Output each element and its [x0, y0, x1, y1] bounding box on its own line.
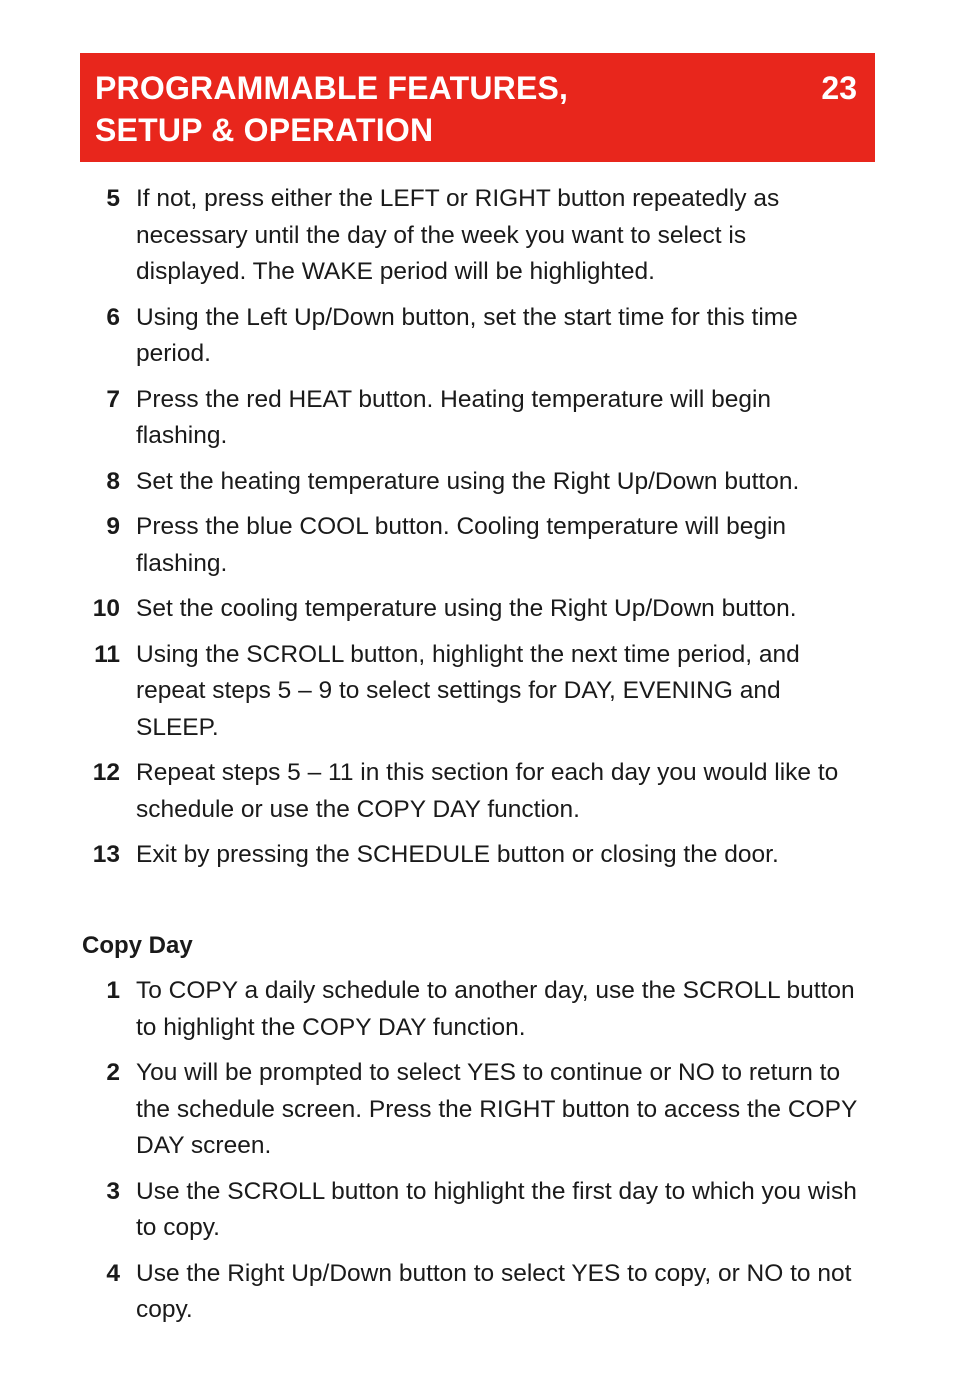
step-text: Set the cooling temperature using the Right Up/Down button.	[136, 595, 797, 622]
step-number: 13	[92, 841, 120, 868]
page-title-line-2: SETUP & OPERATION	[95, 112, 434, 148]
step-item	[80, 973, 860, 1046]
step-text: Use the Right Up/Down button to select YES to copy, or NO to not copy.	[136, 1259, 852, 1323]
step-number: 8	[106, 467, 120, 495]
step-text: Set the heating temperature using the Right Up/Down button.	[136, 467, 800, 495]
step-number: 9	[106, 513, 120, 540]
step-text: Use the SCROLL button to highlight the first day to which you wish to copy.	[136, 1177, 857, 1241]
page-number: 23	[821, 70, 857, 106]
step-item	[80, 755, 860, 828]
step-text: To COPY a daily schedule to another day, use the SCROLL button to highlight the COPY DAY function.	[136, 977, 855, 1041]
step-number: 6	[106, 303, 120, 331]
step-item	[80, 382, 860, 455]
copy-day-steps-list	[80, 973, 860, 1338]
page-title-line-1: PROGRAMMABLE FEATURES,	[95, 70, 569, 106]
step-text: Exit by pressing the SCHEDULE button or closing the door.	[136, 841, 779, 868]
step-text: Press the blue COOL button. Cooling temperature will begin flashing.	[136, 513, 787, 577]
step-number: 7	[106, 385, 120, 413]
step-text: Using the Left Up/Down button, set the start time for this time period.	[136, 303, 798, 367]
step-text: Using the SCROLL button, highlight the next time period, and repeat steps 5 – 9 to select settings for DAY, EVENING and SLEEP.	[136, 640, 800, 741]
step-text: You will be prompted to select YES to continue or NO to return to the schedule screen. Press the RIGHT button to access the COPY DAY screen.	[136, 1059, 857, 1159]
step-number: 1	[106, 977, 120, 1004]
step-item	[80, 181, 860, 291]
step-item	[80, 1055, 860, 1165]
page-title	[95, 67, 857, 151]
step-item	[80, 300, 860, 373]
step-text: Press the red HEAT button. Heating temperature will begin flashing.	[136, 385, 772, 449]
copy-day-heading: Copy Day	[82, 932, 193, 959]
step-text: Repeat steps 5 – 11 in this section for each day you would like to schedule or use the COPY DAY function.	[136, 759, 839, 823]
step-number: 2	[106, 1059, 120, 1086]
step-item	[80, 509, 860, 582]
step-number: 3	[106, 1177, 120, 1205]
step-item	[80, 464, 860, 501]
step-item	[80, 837, 860, 874]
step-text: If not, press either the LEFT or RIGHT button repeatedly as necessary until the day of the week you want to select is displayed. The WAKE period will be highlighted.	[136, 185, 780, 285]
step-item	[80, 1174, 860, 1247]
page-header	[80, 53, 875, 162]
step-number: 12	[92, 759, 120, 786]
step-number: 5	[106, 185, 120, 212]
step-number: 4	[106, 1259, 120, 1287]
step-item	[80, 637, 860, 747]
step-number: 11	[94, 640, 120, 668]
step-number: 10	[92, 595, 120, 622]
step-item	[80, 1256, 860, 1329]
step-item	[80, 591, 860, 628]
programming-steps-list	[80, 181, 860, 883]
